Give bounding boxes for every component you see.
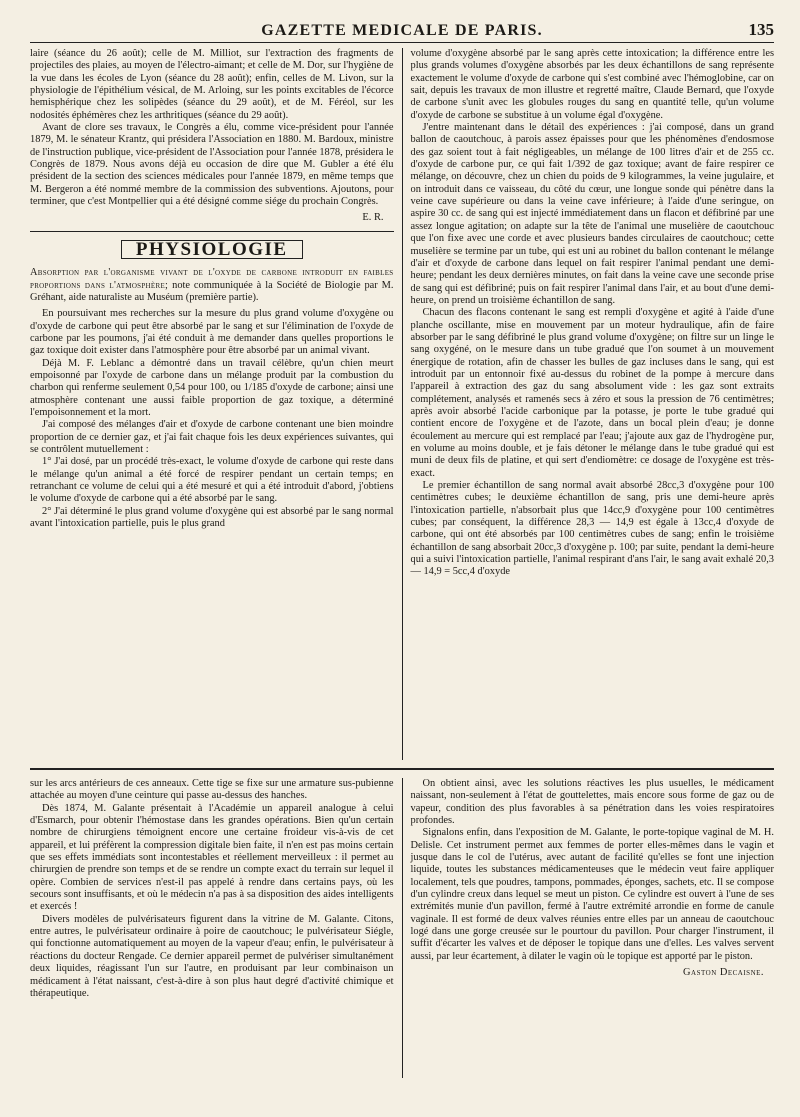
section-title-text: PHYSIOLOGIE [121, 240, 303, 259]
lower-left-column [30, 778, 402, 1078]
journal-title: GAZETTE MEDICALE DE PARIS. [261, 22, 543, 39]
article-title: Absorption par l'organisme vivant de l'oxyde de carbone introduit en faibles proportions dans l'atmosphère; [30, 267, 394, 291]
paragraph: Dès 1874, M. Galante présentait à l'Académie un appareil analogue à celui d'Esmarch, pour obtenir l'hémostase dans les grandes opérations. Bien qu'un certain nombre de chirurgiens témoignent encore une certaine froideur vis-à-vis de cet appareil, et lui préfèrent la compression digitale bien faite, il n'en est pas moins certain que ses effets immédiats sont incontestables et réellement merveilleux : il permet au chirurgien de prendre son temps et de se rendre un compte exact du terrain sur lequel il opère. Combien de services n'est-il pas appelé à rendre dans certains pays, où les secours sont insuffisants, et où le médecin n'a pas à sa disposition des aides intelligents et exercés ! [30, 802, 394, 913]
signature: E. R. [362, 212, 384, 224]
lower-right-column [402, 778, 775, 1078]
paragraph: Divers modèles de pulvérisateurs figurent dans la vitrine de M. Galante. Citons, entre autres, le pulvérisateur ordinaire à poire de caoutchouc; le pulvérisateur Siégle, qui fonctionne automatiquement au moyen de la vapeur d'eau; enfin, le pulvérisateur à réactions du docteur Rengade. Ce dernier appareil permet de pulvériser simultanément deux liquides, réagissant l'un sur l'autre, en produisant par leur combinaison un médicament à l'état naissant, c'est-à-dire à son plus haut degré d'activité chimique et thérapeutique. [30, 913, 394, 999]
lower-columns [30, 778, 774, 1078]
article-heading [30, 267, 394, 304]
upper-right-column [402, 48, 775, 760]
article-subtitle: note communiquée à la Société de Biologie par M. Gréhant, aide naturaliste au Muséum (première partie). [30, 279, 394, 303]
upper-left-column [30, 48, 402, 760]
paragraph: Le premier échantillon de sang normal avait absorbé 28cc,3 d'oxygène pour 100 centimètres cubes; le deuxième échantillon de sang, pris une demi-heure après l'intoxication partielle, n'absorbait plus que 14cc,9 d'oxygène pour 100 centimètres cubes; par conséquent, la différence 28,3 — 14,9 est égale à 13cc,4 d'oxyde de carbone, qui ont été absorbés par 100 centimètres cubes de sang; enfin le troisième échantillon de sang absorbait 20cc,3 d'oxygène p. 100; par suite, pendant la demi-heure qui a suivi l'intoxication partielle, l'animal respirant d'ans l'air, le sang avait exhalé 20,3 — 14,9 = 5cc,4 d'oxyde [410, 480, 774, 578]
paragraph: On obtient ainsi, avec les solutions réactives les plus usuelles, le médicament naissant, non-seulement à l'état de gouttelettes, mais encore sous forme de gaz ou de vapeur, condition des plus favorables à sa pénétration dans les voies respiratoires profondes. [410, 778, 774, 827]
page-header [30, 20, 774, 43]
paragraph: J'ai composé des mélanges d'air et d'oxyde de carbone contenant une bien moindre proportion de ce dernier gaz, et j'ai fait chaque fois les deux expériences suivantes, qui se contrôlent mutuellement : [30, 419, 394, 455]
upper-columns [30, 48, 774, 760]
paragraph: sur les arcs antérieurs de ces anneaux. Cette tige se fixe sur une armature sus-pubienne attachée au moyen d'une ceinture qui passe au-dessus des hanches. [30, 778, 394, 802]
page-number: 135 [748, 20, 774, 39]
paragraph: En poursuivant mes recherches sur la mesure du plus grand volume d'oxygène ou d'oxyde de carbone qui peut être absorbé par le sang et sur l'élimination de l'oxyde de carbone par les poumons, j'ai été conduit à me demander dans quelles proportions le gaz toxique doit exister dans l'atmosphère pour être absorbé par un animal vivant. [30, 308, 394, 357]
horizontal-separator [30, 768, 774, 770]
paragraph: 1° J'ai dosé, par un procédé très-exact, le volume d'oxyde de carbone qui reste dans le mélange qu'un animal a été forcé de respirer pendant un certain temps; en retranchant ce volume de celui qui a été mesuré et qui a été introduit d'abord, j'obtiens le volume d'oxyde de carbone qui a été absorbé par le sang. [30, 456, 394, 505]
divider [30, 231, 394, 232]
paragraph: J'entre maintenant dans le détail des expériences : j'ai composé, dans un grand ballon de caoutchouc, à parois assez épaisses pour que les phénomènes d'endosmose des gaz soient tout à fait négligeables, un mélange de 100 litres d'air et de 255 cc. d'oxyde de carbone pur, ce qui fait 1/392 de gaz toxique; avant de faire respirer ce mélange, on découvre, chez un chien du poids de 9 kilogrammes, la veine jugulaire, et on introduit dans ce vaisseau, du côté du cœur, une longue sonde qui pénètre dans la veine cave supérieure ou dans la veine cave inférieure; à l'aide d'une seringue, on aspire 30 cc. de sang qui est injecté immédiatement dans un flacon et défibriné par une assez longue agitation; on adapte sur la tête de l'animal une muselière de caoutchouc que l'on fixe avec une corde et avec plusieurs bandes circulaires de caoutchouc; cette muselière se termine par un tube, qui est uni au robinet du ballon contenant le mélange d'air et d'oxyde de carbone dans lequel on fait respirer l'animal pendant une demi-heure; pendant les deux dernières minutes, on fait dans la veine cave une seconde prise de sang qui est défibriné; puis on fait respirer l'animal dans l'air, et au bout d'une demi-heure, on prend un troisième échantillon de sang. [410, 122, 774, 306]
paragraph: Chacun des flacons contenant le sang est rempli d'oxygène et agité à l'aide d'une planche oscillante, mise en mouvement par un moteur hydraulique, afin de faire absorber par le sang défibriné le plus grand volume d'oxygène; on filtre sur un linge le sang oxygéné, on le mesure dans un tube gradué que l'on soumet à un mouvement énergique de rotation, afin de chasser les bulles de gaz incluses dans le sang, qui est introduit par un entonnoir fixé au-dessus du robinet de la pompe à mercure dans l'appareil à extraction des gaz du sang absolument vide : les gaz sont extraits complétement, analysés et ramenés secs à zéro et sous la pression de 76 centimètres; après avoir absorbé l'acide carbonique par la potasse, je porte le tube gradué qui contient encore de l'oxygène et de l'azote, dans un bocal plein d'eau; je donne écoulement au mercure qui est remplacé par l'eau; j'ajoute aux gaz de l'hydrogène pur, en volume au moins double, et je fais détoner le mélange dans le tube gradué qui est muni de deux fils de platine, et qui sert d'endiomètre: ce dosage de l'oxygène est très-exact. [410, 307, 774, 479]
paragraph: Déjà M. F. Leblanc a démontré dans un travail célèbre, qu'un chien meurt empoisonné par l'oxyde de carbone dans un mélange produit par la combustion du charbon qui renferme seulement 0,54 pour 100, ou 1/185 d'oxyde de carbone; ainsi une atmosphère contenant une aussi faible proportion de gaz toxique, a déterminé l'empoisonnement et la mort. [30, 357, 394, 418]
signature: Gaston Decaisne. [683, 967, 764, 979]
paragraph: Avant de clore ses travaux, le Congrès a élu, comme vice-président pour l'année 1879, M. le sénateur Krantz, qui présidera l'Association en 1880. M. Bardoux, ministre de l'instruction publique, vice-président de l'Association pour l'année 1878, présidera le Congrès de 1879. Nous avons déjà eu occasion de dire que M. Gubler a été élu président de la section des sciences médicales pour l'année 1879, en même temps que M. Bergeron a été nommé membre de la commission des subventions. Ajoutons, pour terminer, que c'est Montpellier qui a été désigné comme siége du prochain Congrès. [30, 122, 394, 208]
paragraph: volume d'oxygène absorbé par le sang après cette intoxication; la différence entre les plus grands volumes d'oxygène absorbés par les deux échantillons de sang représente exactement le volume d'oxyde de carbone qui s'est combiné avec l'hémoglobine, car on sait, depuis les travaux de mon illustre et regretté maître, Claude Bernard, que l'oxyde de carbone s'unit avec les globules rouges du sang en quantité telle, qu'un volume d'oxyde de carbone se substitue à un volume égal d'oxygène. [410, 48, 774, 121]
paragraph: laire (séance du 26 août); celle de M. Milliot, sur l'extraction des fragments de projectiles des plaies, au moyen de l'électro-aimant; et celle de M. Dor, sur l'hygiène de la vue dans les écoles de Lyon (séance du 28 août); enfin, celles de M. Livon, sur la physiologie de l'épithélium vésical, de M. Arloing, sur les points excitables de l'écorce hemisphérique chez les solipèdes (séance du 29 août), et de M. Féréol, sur les nodosités éphémères chez les arthritiques (séance du 29 août). [30, 48, 394, 121]
paragraph: Signalons enfin, dans l'exposition de M. Galante, le porte-topique vaginal de M. H. Delisle. Cet instrument permet aux femmes de porter elles-mêmes dans le vagin et jusque dans le col de l'utérus, avec autant de facilité qu'elles se font une injection liquide, toutes les substances médicamenteuses que le médecin veut faire appliquer localement, tels que poudres, tampons, pommades, éponges, sachets, etc. Il se compose d'un cylindre creux dans lequel se meut un piston. Ce cylindre est ouvert à l'une de ses extrémités munie d'un pavillon, fermé à l'autre extrémité arrondie en forme de canule vaginale. Il est formé de deux valves réunies entre elles par un anneau de caoutchouc logé dans une gorge creusée sur le pourtour du pavillon. Pour charger l'instrument, il suffit d'écarter les valves et de déposer le topique dans une d'elles. Les valves servent aussi, par leur écartement, à dilater le vagin où le topique est apporté par le piston. [410, 827, 774, 962]
section-title [30, 240, 394, 259]
paragraph: 2° J'ai déterminé le plus grand volume d'oxygène qui est absorbé par le sang normal avant l'intoxication partielle, puis le plus grand [30, 505, 394, 530]
